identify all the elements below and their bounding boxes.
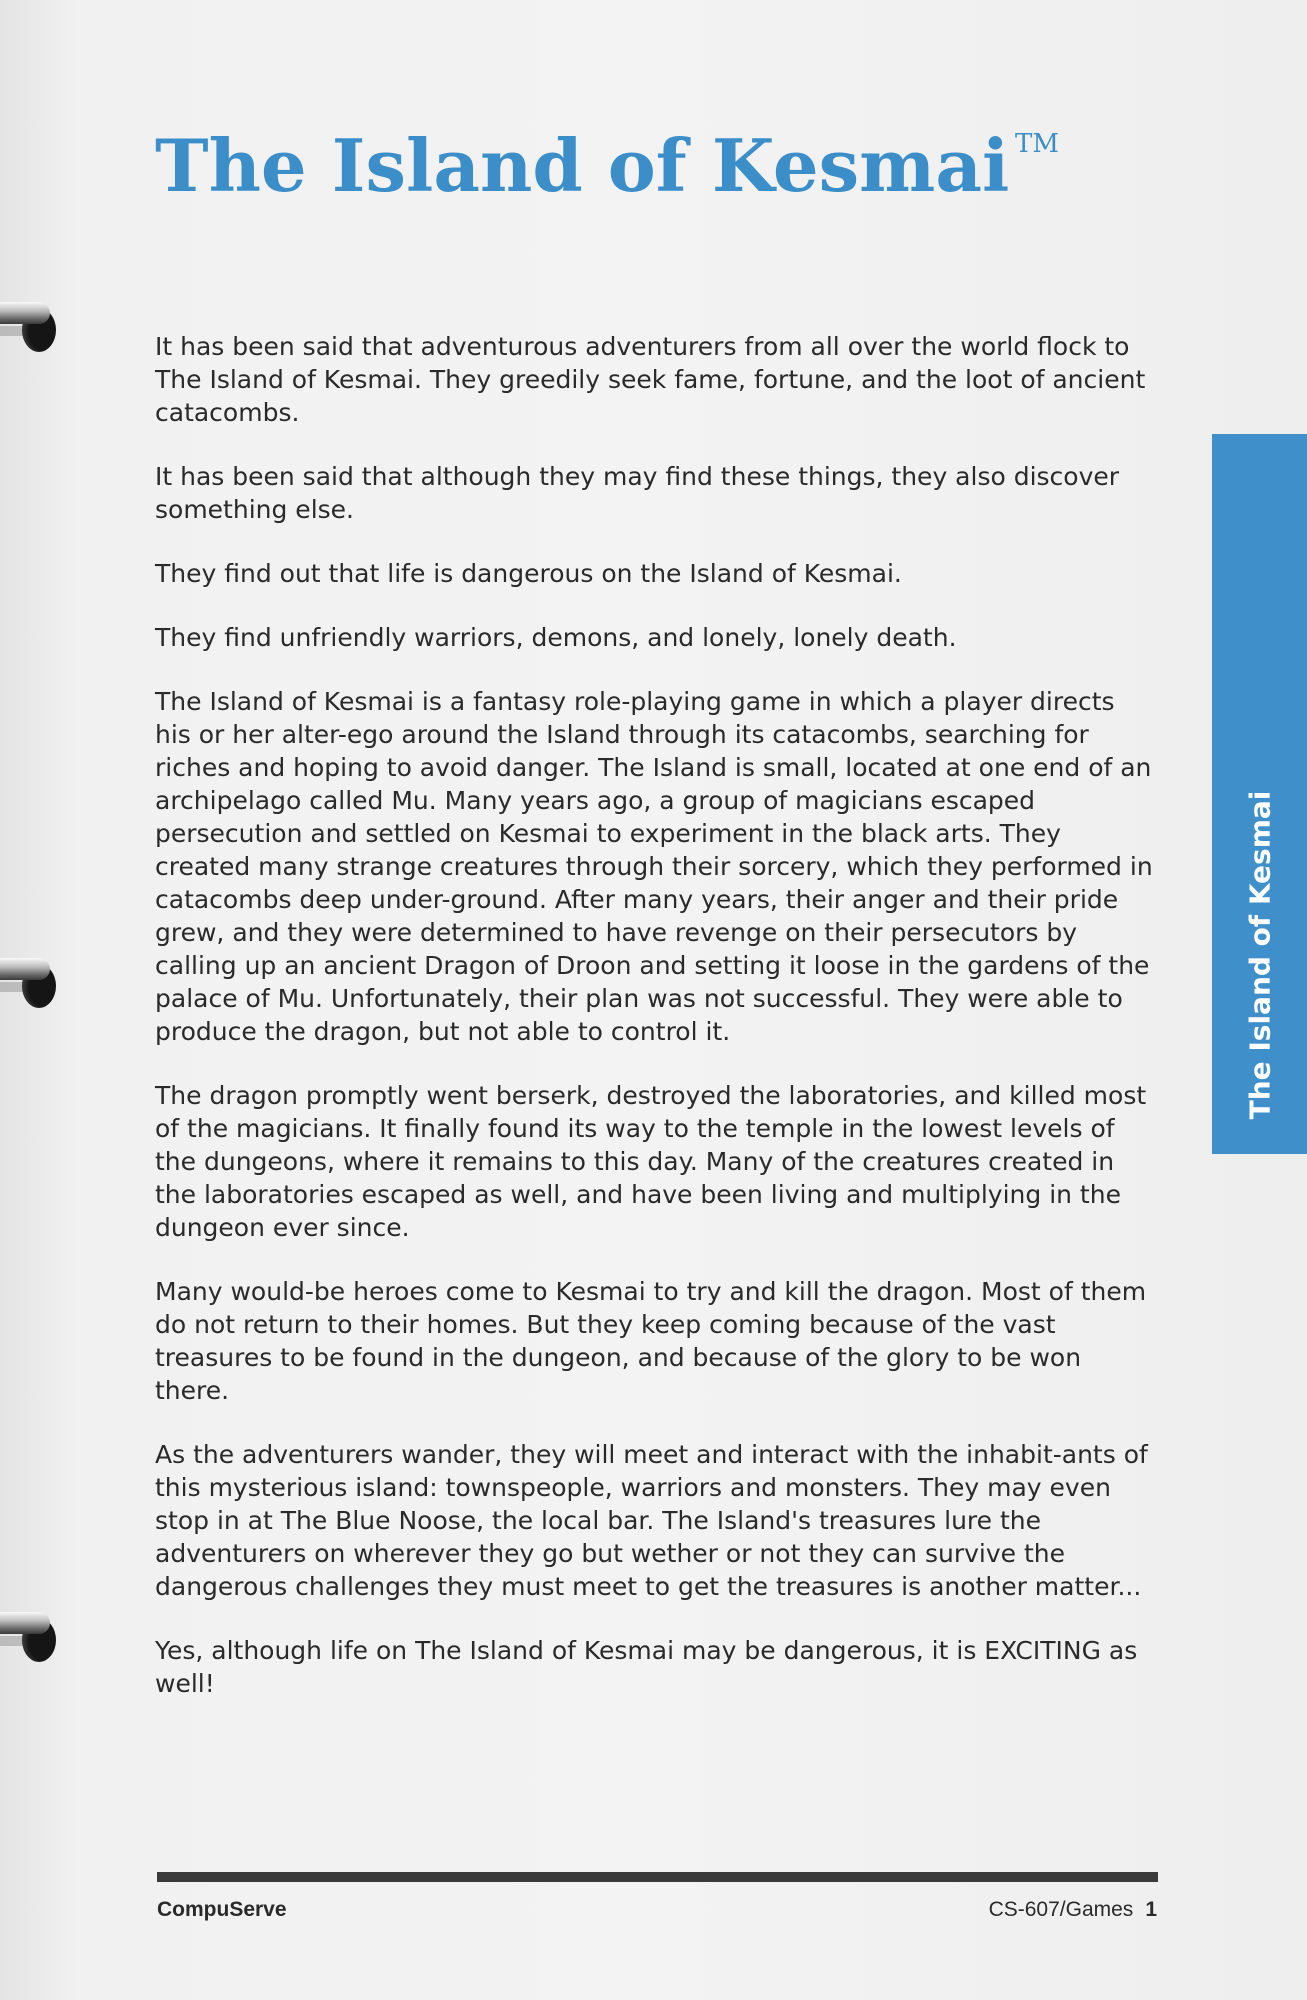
paragraph: It has been said that although they may find these things, they also discover something else. [155,462,1120,524]
paragraph: They find out that life is dangerous on the Island of Kesmai. [155,559,902,588]
paragraph: The dragon promptly went berserk, destroyed the laboratories, and killed most of the magicians. It finally found its way to the temple in the lowest levels of the dungeons, where it remains to this day. Many of the creatures created in the laboratories escaped as well, and have been living and multiplying in the dungeon ever since. [155,1081,1147,1242]
paragraph: They find unfriendly warriors, demons, and lonely, lonely death. [155,623,957,652]
binder-ring-top [0,302,52,360]
binder-ring-middle [0,958,52,1016]
body-text [155,330,1155,1731]
footer-rule [157,1872,1158,1882]
page-number: 1 [1145,1898,1157,1921]
trademark-mark: TM [1015,129,1059,159]
paragraph: It has been said that adventurous adventurers from all over the world flock to The Island of Kesmai. They greedily seek fame, fortune, and the loot of ancient catacombs. [155,332,1146,427]
binder-ring-bottom [0,1612,52,1670]
footer-doc-code: CS-607/Games [988,1898,1134,1921]
section-tab-label: The Island of Kesmai [1243,790,1277,1120]
footer-doc-info [989,1898,1157,1922]
page-title: The Island of Kesmai [155,123,1010,208]
paragraph: As the adventurers wander, they will meet and interact with the inhabit-ants of this mysterious island: townspeople, warriors and monsters. They may even stop in at The Blue Noose, the local bar. The Island's treasures lure the adventurers on wherever they go but wether or not they can survive the dangerous challenges they must meet to get the treasures is another matter... [155,1440,1148,1601]
paragraph: The Island of Kesmai is a fantasy role-playing game in which a player directs his or her alter-ego around the Island through its catacombs, searching for riches and hoping to avoid danger. The Island is small, located at one end of an archipelago called Mu. Many years ago, a group of magicians escaped persecution and settled on Kesmai to experiment in the black arts. They created many strange creatures through their sorcery, which they performed in catacombs deep under-ground. After many years, their anger and their pride grew, and they were determined to have revenge on their persecutors by calling up an ancient Dragon of Droon and setting it loose in the gardens of the palace of Mu. Unfortunately, their plan was not successful. They were able to produce the dragon, but not able to control it. [155,687,1153,1046]
paragraph: Yes, although life on The Island of Kesmai may be dangerous, it is EXCITING as well! [155,1636,1138,1698]
paragraph: Many would-be heroes come to Kesmai to try and kill the dragon. Most of them do not return to their homes. But they keep coming because of the vast treasures to be found in the dungeon, and because of the glory to be won there. [155,1277,1147,1405]
footer-publisher: CompuServe [157,1898,287,1921]
